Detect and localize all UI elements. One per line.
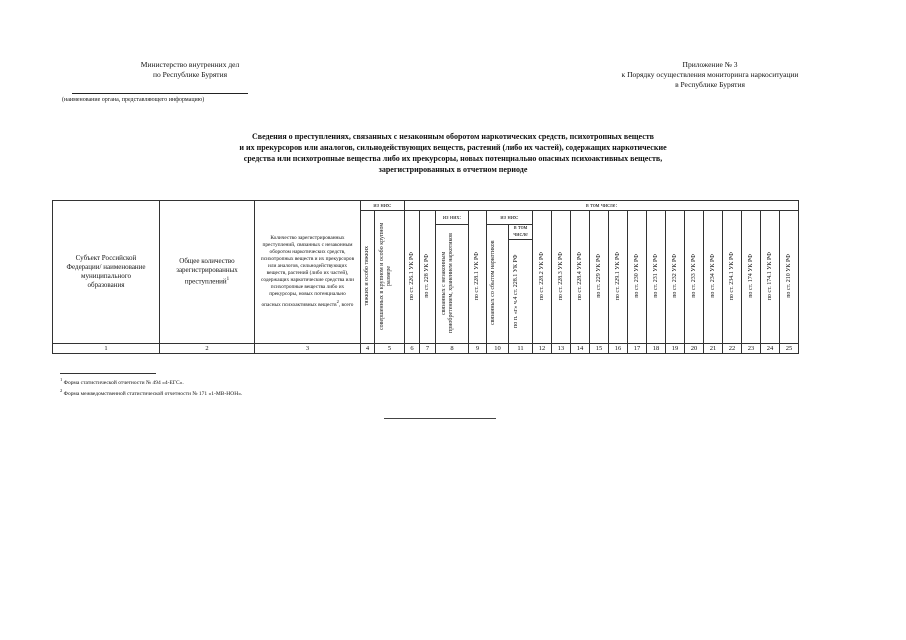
col-total-sup: 1: [226, 277, 230, 283]
col-16-header: [609, 211, 628, 344]
footnote-1-text: Форма статистической отчетности № 494 «4-ЕГС».: [63, 379, 184, 386]
col-23-label: по ст. 174 УК РФ: [747, 254, 754, 298]
col-number: 24: [761, 344, 780, 354]
ministry-name: Министерство внутренних дел: [140, 60, 240, 69]
col-17-header: [628, 211, 647, 344]
col-number: 14: [571, 344, 590, 354]
col-19-label: по ст. 232 УК РФ: [671, 254, 678, 298]
report-table: [52, 200, 799, 354]
col-total-label: Общее количество зарегистрированных преступлений: [176, 257, 238, 286]
col-number: 1: [53, 344, 160, 354]
appendix-reference: к Порядку осуществления мониторинга наркоситуации: [621, 70, 799, 79]
col-subject-header: Субъект Российской Федерации/ наименование муниципального образования: [53, 201, 160, 344]
footnote-2-text: Форма межведомственной статистической отчетности № 171 «1-МВ-НОН».: [63, 390, 243, 397]
col-number: 4: [361, 344, 375, 354]
col-number: 16: [609, 344, 628, 354]
col-9-header: [469, 211, 487, 344]
appendix-header: [600, 60, 820, 90]
col-number: 13: [552, 344, 571, 354]
appendix-number: Приложение № 3: [682, 60, 738, 69]
title-line-3: средства или психотропные вещества либо их прекурсоры, новых потенциально опасных психоактивных веществ,: [243, 154, 663, 163]
col-number: 21: [704, 344, 723, 354]
col-15-label: по ст. 229 УК РФ: [595, 254, 602, 298]
v-tom-chisle-header: в том числе:: [405, 201, 799, 211]
col-number: 22: [723, 344, 742, 354]
col-number: 6: [405, 344, 420, 354]
appendix-region: в Республике Бурятия: [675, 80, 745, 89]
col-24-header: [761, 211, 780, 344]
col-drug-crimes-sup: 2: [336, 299, 339, 305]
organ-name-line: [72, 93, 248, 94]
col-11-header: [509, 240, 533, 344]
iz-nih-header: из них:: [361, 201, 405, 211]
col-10-header: [487, 225, 509, 344]
col-8-header: [436, 225, 469, 344]
ministry-header: [100, 60, 280, 80]
col-5-label: совершенных в крупном и особо крупном размере: [378, 222, 392, 330]
col-16-label: по ст. 229.1 УК РФ: [614, 251, 621, 301]
col-18-label: по ст. 231 УК РФ: [652, 254, 659, 298]
col-number: 5: [375, 344, 405, 354]
col-17-label: по ст. 230 УК РФ: [633, 254, 640, 298]
col-number: 2: [160, 344, 255, 354]
col-21-header: [704, 211, 723, 344]
col-13-header: [552, 211, 571, 344]
col-number: 20: [685, 344, 704, 354]
col-number: 7: [420, 344, 436, 354]
col-5-header: [375, 211, 405, 344]
col-drug-crimes-tail: , всего: [338, 301, 354, 308]
col-20-label: по ст. 233 УК РФ: [690, 254, 697, 298]
footnote-1-marker: 1: [60, 377, 63, 382]
col-number: 3: [255, 344, 361, 354]
col-15-header: [590, 211, 609, 344]
col-25-label: по ст. 210 УК РФ: [785, 254, 792, 298]
col-20-header: [685, 211, 704, 344]
col-24-label: по ст. 174.1 УК РФ: [766, 251, 773, 301]
end-rule: [384, 418, 496, 419]
col-number: 23: [742, 344, 761, 354]
col-13-label: по ст. 228.3 УК РФ: [557, 251, 564, 301]
col-11-group: в том числе: [509, 225, 533, 240]
col-12-header: [533, 211, 552, 344]
col-6-label: по ст. 226.1 УК РФ: [408, 251, 415, 301]
title-line-2: и их прекурсоров или аналогов, сильнодействующих веществ, растений (либо их частей), содержащих наркотические: [239, 143, 667, 152]
col-23-header: [742, 211, 761, 344]
col-number: 9: [469, 344, 487, 354]
ministry-region: по Республике Бурятия: [152, 70, 228, 79]
col-4-header: [361, 211, 375, 344]
col-11-label: по п. «г» ч.4 ст. 228.1 УК РФ: [512, 253, 519, 328]
col-4-label: тяжких и особо тяжких: [364, 246, 370, 306]
footnote-separator: [60, 373, 156, 374]
col-12-label: по ст. 228.2 УК РФ: [538, 251, 545, 301]
col-10-label: связанных со сбытом наркотиков: [489, 240, 496, 326]
col-21-label: по ст. 234 УК РФ: [709, 254, 716, 298]
col-number: 11: [509, 344, 533, 354]
col-number: 17: [628, 344, 647, 354]
column-numbers-row: [53, 344, 799, 354]
organ-caption: (наименование органа, представляющего информацию): [62, 97, 205, 103]
col-18-header: [647, 211, 666, 344]
footnote-1: [60, 377, 184, 386]
title-line-4: зарегистрированных в отчетном периоде: [378, 165, 528, 174]
footnote-2: [60, 388, 242, 397]
col-7-label: по ст. 228 УК РФ: [424, 254, 430, 298]
col-number: 25: [780, 344, 799, 354]
col-number: 19: [666, 344, 685, 354]
col-8-label: связанных с незаконным приобретением, хранением наркотиков: [441, 233, 454, 333]
col-7-header: [420, 211, 436, 344]
col-6-header: [405, 211, 420, 344]
col-14-header: [571, 211, 590, 344]
col-25-header: [780, 211, 799, 344]
col-9-label: по ст. 228.1 УК РФ: [474, 251, 480, 301]
col-total-header: [160, 201, 255, 344]
col-8-group: из них:: [436, 211, 469, 225]
col-19-header: [666, 211, 685, 344]
title-line-1: Сведения о преступлениях, связанных с незаконным оборотом наркотических средств, психотропных веществ: [251, 132, 655, 141]
col-22-label: по ст. 234.1 УК РФ: [728, 251, 735, 301]
col-number: 8: [436, 344, 469, 354]
col-drug-crimes-label: Количество зарегистрированных преступлений, связанных с незаконным оборотом наркотических средств, психотропных веществ и их прекурсоров или аналогов, сильнодействующих веществ, растений (либо их частей), содержащих наркотические средства или психотропные вещества либо их прекурсоры, новых потенциально опасных психоактивных веществ: [260, 235, 355, 308]
col-number: 12: [533, 344, 552, 354]
col-number: 10: [487, 344, 509, 354]
col-number: 18: [647, 344, 666, 354]
col-number: 15: [590, 344, 609, 354]
col-22-header: [723, 211, 742, 344]
col-14-label: по ст. 228.4 УК РФ: [576, 251, 583, 301]
footnote-2-marker: 2: [60, 388, 63, 393]
report-title: [150, 131, 756, 175]
col-10-group: из них:: [487, 211, 533, 225]
col-drug-crimes-header: [255, 201, 361, 344]
